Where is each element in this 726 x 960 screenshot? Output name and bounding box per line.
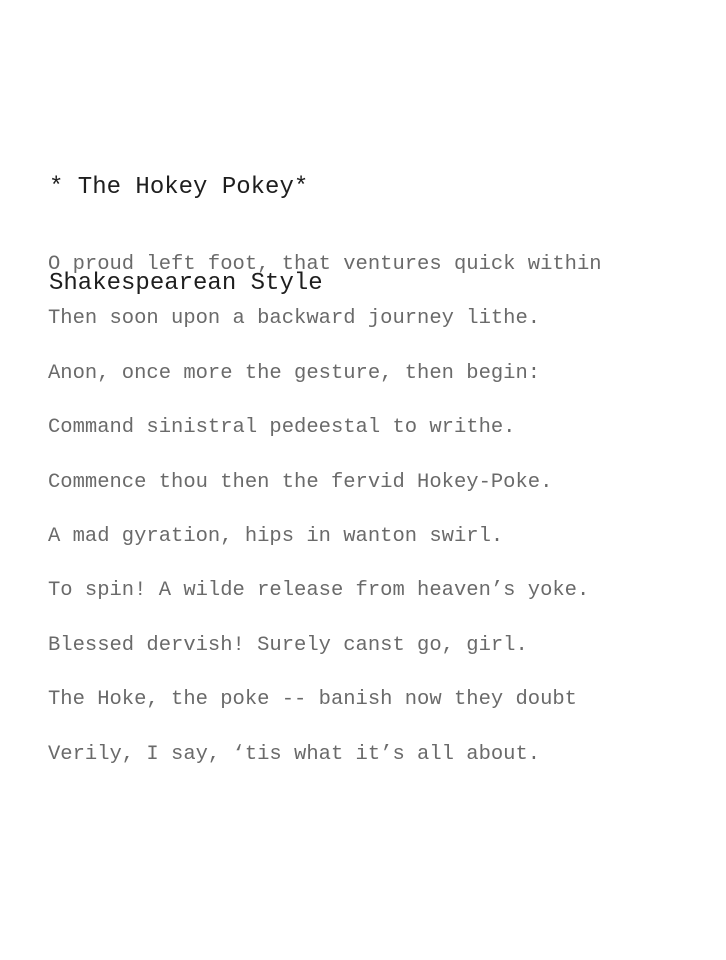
poem-title: * The Hokey Pokey* bbox=[49, 174, 309, 201]
poem-body bbox=[48, 250, 602, 794]
poem-line: Verily, I say, ‘tis what it’s all about. bbox=[48, 742, 541, 766]
poem-line: A mad gyration, hips in wanton swirl. bbox=[48, 524, 504, 548]
poem-subtitle: Shakespearean Style bbox=[49, 270, 323, 297]
poem-line: Blessed dervish! Surely canst go, girl. bbox=[48, 633, 528, 657]
poem-line: Commence thou then the fervid Hokey-Poke. bbox=[48, 470, 553, 494]
poem-line: To spin! A wilde release from heaven’s yoke. bbox=[48, 579, 590, 603]
poem-line: Command sinistral pedeestal to writhe. bbox=[48, 416, 516, 440]
poem-line: The Hoke, the poke -- banish now they doubt bbox=[48, 688, 577, 712]
poem-line: Then soon upon a backward journey lithe. bbox=[48, 307, 541, 331]
poem-line: Anon, once more the gesture, then begin: bbox=[48, 361, 541, 385]
poem-line: O proud left foot, that ventures quick within bbox=[48, 253, 602, 276]
